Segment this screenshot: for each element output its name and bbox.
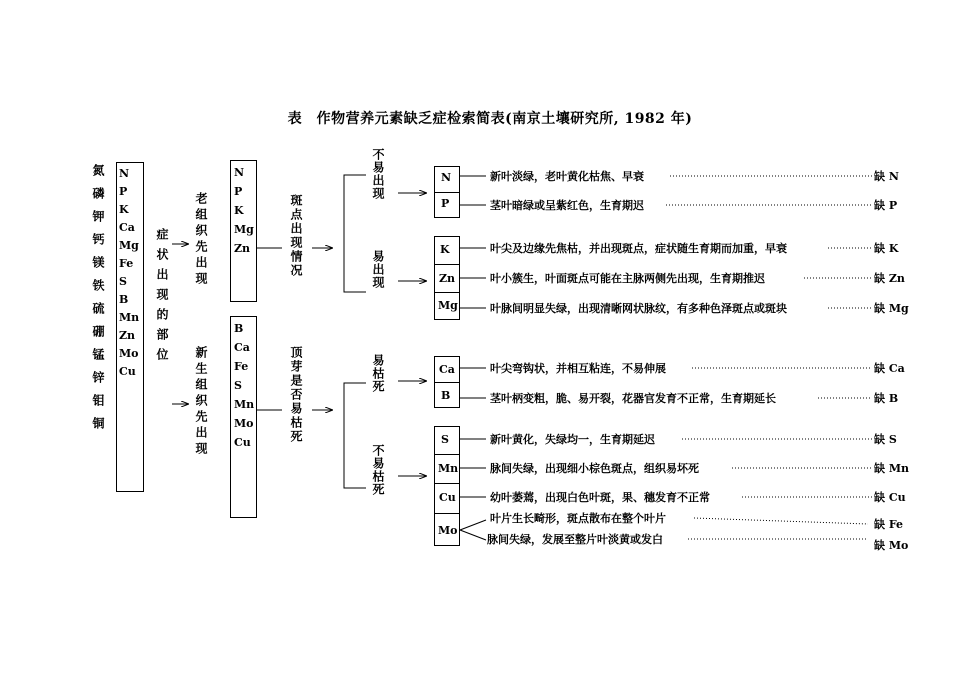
- symptom-description: 幼叶萎蔫，出现白色叶斑，果、穗发育不正常: [490, 491, 710, 504]
- symptom-description: 叶脉间明显失绿，出现清晰网状脉纹，有多种色泽斑点或斑块: [490, 302, 787, 315]
- element-name: 钙: [91, 233, 105, 256]
- element-symbol: Ca: [234, 341, 250, 354]
- element-symbol: N: [441, 171, 452, 184]
- deficiency-result: 缺 Mg: [874, 302, 909, 315]
- element-symbol: Fe: [234, 360, 249, 373]
- symbol-box-ca-b: [434, 356, 460, 408]
- element-name: 钼: [91, 394, 105, 417]
- element-symbol: Cu: [119, 365, 136, 378]
- element-symbol: B: [119, 293, 129, 306]
- symptom-description: 叶尖弯钩状，并相互粘连，不易伸展: [490, 362, 666, 375]
- symptom-description: 叶片生长畸形，斑点散布在整个叶片: [490, 512, 666, 525]
- element-symbol: Cu: [439, 491, 456, 504]
- element-symbol: N: [234, 166, 245, 179]
- element-name: 硫: [91, 302, 105, 325]
- element-name: 锰: [91, 348, 105, 371]
- element-name: 氮: [91, 164, 105, 187]
- deficiency-result: 缺 Mn: [874, 462, 910, 475]
- deficiency-result: 缺 Ca: [874, 362, 905, 375]
- element-name: 铜: [91, 417, 105, 440]
- all-elements-box: [116, 162, 144, 492]
- old-tissue-elements-box: [230, 160, 257, 302]
- symptom-description: 叶小簇生，叶面斑点可能在主脉两侧先出现，生育期推迟: [490, 272, 765, 285]
- element-symbol: Zn: [119, 329, 136, 342]
- element-symbol: B: [441, 389, 451, 402]
- symptom-location-label: 症状出现的部位: [155, 228, 169, 368]
- symptom-description: 茎叶暗绿或呈紫红色，生育期迟: [490, 199, 644, 212]
- element-symbol: Ca: [439, 363, 455, 376]
- new-tissue-question: 顶芽是否易枯死: [289, 346, 303, 444]
- old-tissue-question: 斑点出现情况: [289, 194, 303, 278]
- element-name: 铁: [91, 279, 105, 302]
- element-symbol: N: [119, 167, 130, 180]
- element-symbol: Mo: [234, 417, 254, 430]
- element-symbol: Fe: [119, 257, 134, 270]
- element-name: 镁: [91, 256, 105, 279]
- element-name: 磷: [91, 187, 105, 210]
- old-tissue-elements-list: [234, 163, 254, 258]
- element-symbol: Ca: [119, 221, 135, 234]
- element-symbol: S: [234, 379, 242, 392]
- element-symbol: Zn: [439, 272, 456, 285]
- deficiency-result: 缺 N: [874, 170, 899, 183]
- symptom-description: 叶尖及边缘先焦枯，并出现斑点，症状随生育期而加重，早衰: [490, 242, 787, 255]
- element-symbol: P: [234, 185, 243, 198]
- deficiency-result: 缺 K: [874, 242, 899, 255]
- branch-label-easy-appear: 易出现: [371, 250, 385, 289]
- deficiency-result: 缺 Cu: [874, 491, 906, 504]
- element-symbol: S: [119, 275, 127, 288]
- element-symbol: Mn: [438, 462, 459, 475]
- deficiency-result: 缺 Mo: [874, 539, 909, 552]
- symptom-description: 新叶黄化，失绿均一，生育期延迟: [490, 433, 655, 446]
- symptom-description: 脉间失绿，发展至整片叶淡黄或发白: [487, 533, 663, 546]
- element-symbol: K: [119, 203, 129, 216]
- symptom-description: 茎叶柄变粗，脆、易开裂，花器官发育不正常，生育期延长: [490, 392, 776, 405]
- new-tissue-elements-list: [234, 319, 254, 452]
- old-tissue-label: 老组织先出现: [194, 192, 208, 288]
- element-symbol: Mn: [119, 311, 140, 324]
- element-symbol: Mn: [234, 398, 255, 411]
- element-symbol: P: [119, 185, 128, 198]
- deficiency-result: 缺 S: [874, 433, 897, 446]
- symbol-box-k-zn-mg: [434, 236, 460, 320]
- element-symbol: Mg: [119, 239, 139, 252]
- element-symbol: S: [441, 433, 449, 446]
- branch-label-easy-wither: 易枯死: [371, 354, 385, 393]
- symptom-description: 新叶淡绿，老叶黄化枯焦、早衰: [490, 170, 644, 183]
- deficiency-result: 缺 Fe: [874, 518, 904, 531]
- branch-label-not-easy-wither: 不易枯死: [371, 444, 385, 496]
- symbol-box-n-p: [434, 166, 460, 218]
- new-tissue-elements-box: [230, 316, 257, 518]
- symbol-box-s-mn-cu-mo: [434, 426, 460, 546]
- element-symbol: K: [234, 204, 244, 217]
- symptom-description: 脉间失绿，出现细小棕色斑点，组织易坏死: [490, 462, 699, 475]
- branch-label-not-easy-appear: 不易出现: [371, 148, 385, 200]
- element-name: 硼: [91, 325, 105, 348]
- element-names-column: [90, 164, 106, 440]
- element-symbol: K: [440, 243, 450, 256]
- element-symbol: Mg: [438, 299, 458, 312]
- element-symbol: Mg: [234, 223, 254, 236]
- element-symbol: Mo: [438, 524, 458, 537]
- element-name: 钾: [91, 210, 105, 233]
- all-elements-list: [119, 165, 139, 381]
- element-symbol: B: [234, 322, 244, 335]
- deficiency-result: 缺 P: [874, 199, 898, 212]
- element-symbol: P: [441, 197, 450, 210]
- element-symbol: Mo: [119, 347, 139, 360]
- deficiency-result: 缺 B: [874, 392, 899, 405]
- new-tissue-label: 新生组织先出现: [194, 346, 208, 458]
- element-symbol: Zn: [234, 242, 251, 255]
- element-name: 锌: [91, 371, 105, 394]
- element-symbol: Cu: [234, 436, 251, 449]
- deficiency-result: 缺 Zn: [874, 272, 905, 285]
- diagram-title: 表 作物营养元素缺乏症检索简表(南京土壤研究所, 1982 年): [287, 111, 693, 127]
